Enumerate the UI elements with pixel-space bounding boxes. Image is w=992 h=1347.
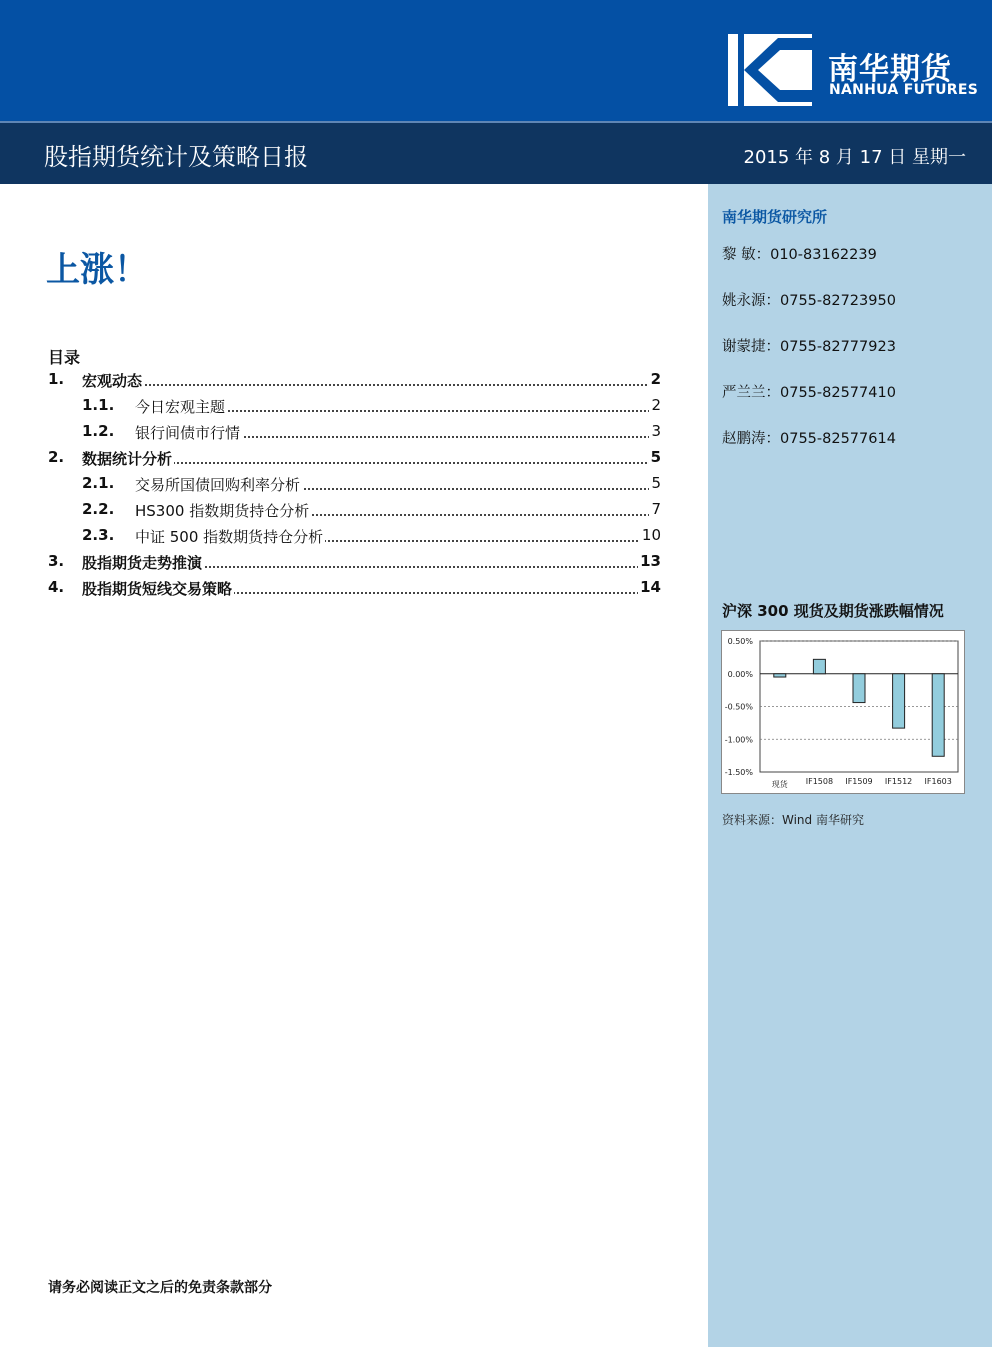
chart-frame <box>721 630 965 794</box>
y-tick-label: 0.00% <box>727 669 753 679</box>
toc-page-number: 13 <box>640 552 661 570</box>
y-tick-label: -1.50% <box>724 768 753 777</box>
x-tick-label: 现货 <box>771 780 788 789</box>
toc-entry[interactable] <box>0 526 700 548</box>
sidebar <box>708 184 992 1347</box>
toc-number: 2.1. <box>82 474 115 492</box>
toc-label: 交易所国债回购利率分析 <box>135 476 301 494</box>
contact-item: 谢蒙捷：0755-82777923 <box>722 339 896 355</box>
toc-label: 宏观动态 <box>82 372 143 390</box>
toc-label: HS300 指数期货持仓分析 <box>135 502 310 520</box>
toc-page-number: 2 <box>650 370 661 388</box>
institute-name: 南华期货研究所 <box>722 208 828 226</box>
toc-entry[interactable] <box>0 552 700 574</box>
contact-item: 姚永源：0755-82723950 <box>722 293 896 309</box>
y-tick-label: -1.00% <box>724 735 753 745</box>
headline: 上涨！ <box>46 250 148 290</box>
contact-item: 赵鹏涛：0755-82577614 <box>722 431 896 447</box>
brand-name-en: NANHUA FUTURES <box>829 82 979 98</box>
nanhua-logo <box>728 34 812 106</box>
toc-label: 中证 500 指数期货持仓分析 <box>135 528 324 546</box>
toc-label: 银行间债市行情 <box>135 424 241 442</box>
x-tick-label: IF1603 <box>924 777 952 786</box>
bar <box>813 659 825 673</box>
toc-page-number: 14 <box>640 578 661 596</box>
bar <box>774 674 786 677</box>
toc-label: 今日宏观主题 <box>135 398 226 416</box>
toc-entry[interactable] <box>0 422 700 444</box>
x-tick-label: IF1512 <box>884 777 913 786</box>
toc-page-number: 10 <box>641 526 661 544</box>
toc-number: 4. <box>48 578 65 596</box>
disclaimer-note: 请务必阅读正文之后的免责条款部分 <box>48 1280 272 1296</box>
toc-entry[interactable] <box>0 370 700 392</box>
toc-number: 3. <box>48 552 65 570</box>
toc-heading: 目录 <box>48 348 81 367</box>
top-banner <box>0 0 992 121</box>
toc-number: 2.3. <box>82 526 115 544</box>
toc-page-number: 5 <box>650 448 661 466</box>
toc-number: 1. <box>48 370 65 388</box>
toc-entry[interactable] <box>0 448 700 470</box>
toc-number: 2. <box>48 448 65 466</box>
x-tick-label: IF1509 <box>845 777 873 786</box>
y-tick-label: -0.50% <box>724 702 753 712</box>
toc-number: 1.2. <box>82 422 115 440</box>
toc-page-number: 7 <box>651 500 661 518</box>
report-date: 2015 年 8 月 17 日 星期一 <box>743 147 966 168</box>
toc-page-number: 2 <box>651 396 661 414</box>
toc-page-number: 5 <box>651 474 661 492</box>
toc-label: 股指期货短线交易策略 <box>82 580 233 598</box>
x-tick-label: IF1508 <box>805 777 834 786</box>
toc-label: 数据统计分析 <box>82 450 173 468</box>
report-title-bar <box>0 121 992 184</box>
toc-label: 股指期货走势推演 <box>82 554 203 572</box>
chart-source: 资料来源：Wind 南华研究 <box>722 813 864 827</box>
toc-entry[interactable] <box>0 474 700 496</box>
toc-leader-dots <box>82 384 658 386</box>
report-title: 股指期货统计及策略日报 <box>44 143 308 171</box>
change-chart <box>722 631 964 793</box>
toc-entry[interactable] <box>0 396 700 418</box>
contact-item: 严兰兰：0755-82577410 <box>722 385 896 401</box>
bar <box>853 674 865 703</box>
chart-title: 沪深 300 现货及期货涨跌幅情况 <box>722 602 944 620</box>
toc-number: 2.2. <box>82 500 115 518</box>
brand-name-cn: 南华期货 <box>828 52 952 87</box>
contact-item: 黎 敏：010-83162239 <box>722 247 877 263</box>
y-tick-label: 0.50% <box>727 637 753 646</box>
bar <box>893 674 905 728</box>
toc-page-number: 3 <box>651 422 661 440</box>
toc-entry[interactable] <box>0 578 700 600</box>
toc-entry[interactable] <box>0 500 700 522</box>
bar <box>932 674 944 757</box>
toc-number: 1.1. <box>82 396 115 414</box>
